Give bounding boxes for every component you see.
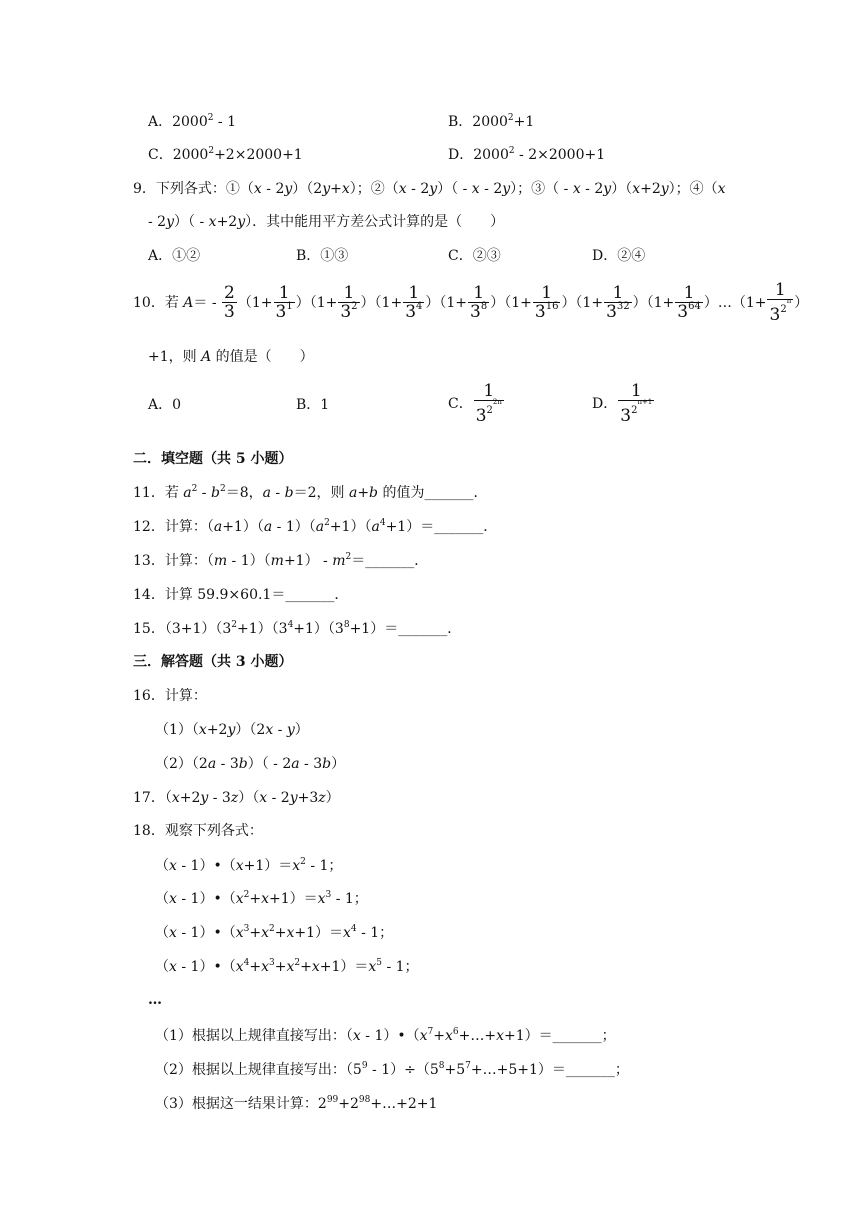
fraction-1-3-16: $\frac{1}{3^{16}}$ [534, 283, 559, 322]
q8-option-c: C．$2000^2+2\times 2000+1$ [148, 146, 303, 163]
q18-example-1: （x ‑ $1)•(x+1)=x^2$ ‑ 1； [155, 857, 343, 874]
q9-stem-line1: 9．下列各式：①（x ‑ 2y）（2y+x）；②（x ‑ 2y）（ ‑ x ‑ 2y）；③（ ‑ x ‑ 2y）（x+2y）；④（x [133, 181, 726, 197]
fraction-1-3-32: $\frac{1}{3^{32}}$ [606, 283, 630, 322]
q9-option-a: A．①② [148, 248, 201, 264]
fraction-2-3: $\frac{2}{3}$ [224, 283, 235, 322]
q18-example-4: （x ‑ $1)•(x^4+x^3+x^2+x+1)=x^5$ ‑ 1； [155, 958, 419, 975]
fraction-1-3-1: $\frac{1}{3^1}$ [275, 283, 293, 322]
q11: 11．若 $a^2$ ‑ $b^2=8$，a ‑ b＝2，则 a+b 的值为_______． [133, 484, 488, 501]
q17: 17．（x+2y ‑ 3z）（x ‑ 2y+3z） [133, 790, 340, 806]
q10-option-a: A．0 [148, 397, 182, 413]
section-heading-solve: 三．解答题（共 3 小题） [133, 654, 293, 670]
q10-option-d: D． $\frac{1}{3^{2^{n+1}}}$ [592, 381, 653, 426]
q14: 14．计算 59.9×60.1＝_______． [133, 587, 349, 603]
q8-option-d: D．2000$^2$ ‑ 2×2000+1 [448, 146, 606, 163]
q18: 18．观察下列各式： [133, 823, 263, 839]
q8-option-b: B．$2000^2+1$ [448, 113, 535, 130]
q16-part-1: （1）（x+2y）（2x ‑ y） [155, 722, 309, 738]
q9-option-b: B．①③ [296, 248, 349, 264]
q16: 16．计算： [133, 688, 207, 704]
q18-part-1: （1）根据以上规律直接写出：（x ‑ $1)•(x^7+x^6+\dots+x+1)=\_\_\_\_\_\_\_$； [155, 1027, 616, 1044]
q18-example-3: （x ‑ $1)•(x^3+x^2+x+1)=x^4$ ‑ 1； [155, 924, 394, 941]
q18-part-2: （2）根据以上规律直接写出：（$5^9$ ‑ $1)\div(5^8+5^7+\dots+5+1)=\_\_\_\_\_\_\_$； [155, 1061, 629, 1078]
fraction-1-3-8: $\frac{1}{3^8}$ [470, 283, 488, 322]
q10-stem-line1: 10．若 A＝ ‑ $\frac{2}{3}$ （1+ $\frac{1}{3^1}$ ）（1+ $\frac{1}{3^2}$ ）（1+ $\frac{1}{3^4}$ ）（1+ $\frac{1}{3^8}$ ）（1+ $\frac{1}{3^{16}}$ ）（1+ $\frac{1}{3^{32}}$ ）（1+ $\frac{1}{3^{64}}$ ）…（1+ $\frac{1}{3^{2^n}}$ ） [133, 280, 809, 325]
q13: 13．计算：（m ‑ 1）（m+1） ‑ $m^2=\_\_\_\_\_\_\_$． [133, 552, 429, 569]
q18-example-2: （x ‑ $1)•(x^2+x+1)=x^3$ ‑ 1； [155, 890, 368, 907]
q18-part-3: （3）根据这一结果计算：$2^{99}+2^{98}+\dots+2+1$ [155, 1095, 438, 1112]
q9-stem-line2: ‑ 2y）（ ‑ x+2y）．其中能用平方差公式计算的是（ ） [148, 214, 505, 230]
fraction-1-3-2: $\frac{1}{3^2}$ [340, 283, 358, 322]
q16-part-2: （2）（2a ‑ 3b）（ ‑ 2a ‑ 3b） [155, 756, 346, 772]
q15: 15．$(3+1)(3^2+1)(3^4+1)(3^8+1)=\_\_\_\_\_\_\_$． [133, 620, 462, 637]
q10-option-b: B．1 [296, 397, 330, 413]
q8-option-a: A．2000$^2$ ‑ 1 [148, 113, 237, 130]
q9-option-d: D．②④ [592, 248, 646, 264]
q10-option-c: C． $\frac{1}{3^{2^{2n}}}$ [448, 381, 502, 426]
q18-ellipsis: … [148, 992, 162, 1008]
section-heading-fill-in: 二．填空题（共 5 小题） [133, 451, 293, 467]
q9-option-c: C．②③ [448, 248, 501, 264]
fraction-1-3-64: $\frac{1}{3^{64}}$ [677, 283, 701, 322]
q12: 12．计算：（a+1）（a ‑ $1)(a^2+1)(a^4+1)=\_\_\_\_\_\_\_$． [133, 518, 498, 535]
fraction-1-3-4: $\frac{1}{3^4}$ [405, 283, 423, 322]
fraction-1-3-2n: $\frac{1}{3^{2^n}}$ [769, 280, 792, 325]
fraction-option-c: $\frac{1}{3^{2^{2n}}}$ [475, 381, 502, 426]
fraction-option-d: $\frac{1}{3^{2^{n+1}}}$ [620, 381, 653, 426]
q10-stem-line2: +1，则 A 的值是（ ） [148, 349, 314, 365]
